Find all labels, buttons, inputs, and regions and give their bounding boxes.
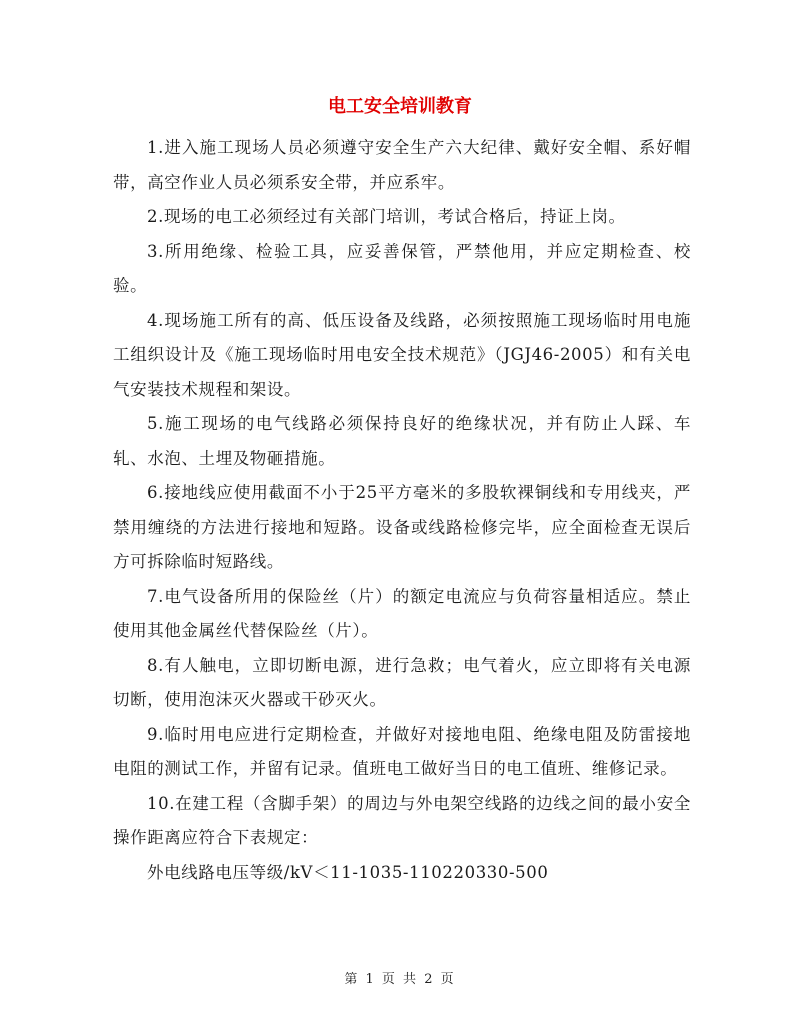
voltage-table-header: 外电线路电压等级/kV＜11-1035-110220330-500 bbox=[147, 862, 549, 882]
rule-paragraph-5: 5.施工现场的电气线路必须保持良好的绝缘状况，并有防止人踩、车轧、水泡、土埋及物砸措施。 bbox=[113, 414, 691, 468]
rule-paragraph-3: 3.所用绝缘、检验工具，应妥善保管，严禁他用，并应定期检查、校验。 bbox=[113, 241, 691, 295]
rule-paragraph-9: 9.临时用电应进行定期检查，并做好对接地电阻、绝缘电阻及防雷接地电阻的测试工作，并留有记录。值班电工做好当日的电工值班、维修记录。 bbox=[113, 724, 691, 778]
rule-paragraph-2: 2.现场的电工必须经过有关部门培训，考试合格后，持证上岗。 bbox=[147, 207, 626, 226]
document-body bbox=[113, 131, 691, 890]
rule-paragraph-8: 8.有人触电，立即切断电源，进行急救；电气着火，应立即将有关电源切断，使用泡沫灭火器或干砂灭火。 bbox=[113, 655, 691, 709]
rule-paragraph-6: 6.接地线应使用截面不小于25平方毫米的多股软裸铜线和专用线夹，严禁用缠绕的方法进行接地和短路。设备或线路检修完毕，应全面检查无误后方可拆除临时短路线。 bbox=[113, 483, 691, 571]
rule-paragraph-7: 7.电气设备所用的保险丝（片）的额定电流应与负荷容量相适应。禁止使用其他金属丝代替保险丝（片）。 bbox=[113, 586, 691, 640]
rule-paragraph-4: 4.现场施工所有的高、低压设备及线路，必须按照施工现场临时用电施工组织设计及《施工现场临时用电安全技术规范》（JGJ46-2005）和有关电气安装技术规程和架设。 bbox=[113, 310, 691, 399]
document-title: 电工安全培训教育 bbox=[328, 96, 472, 117]
rule-paragraph-10: 10.在建工程（含脚手架）的周边与外电架空线路的边线之间的最小安全操作距离应符合下表规定： bbox=[113, 793, 691, 847]
page-number-footer: 第 1 页 共 2 页 bbox=[344, 972, 456, 987]
rule-paragraph-1: 1.进入施工现场人员必须遵守安全生产六大纪律、戴好安全帽、系好帽带，高空作业人员必须系安全带，并应系牢。 bbox=[113, 138, 691, 192]
